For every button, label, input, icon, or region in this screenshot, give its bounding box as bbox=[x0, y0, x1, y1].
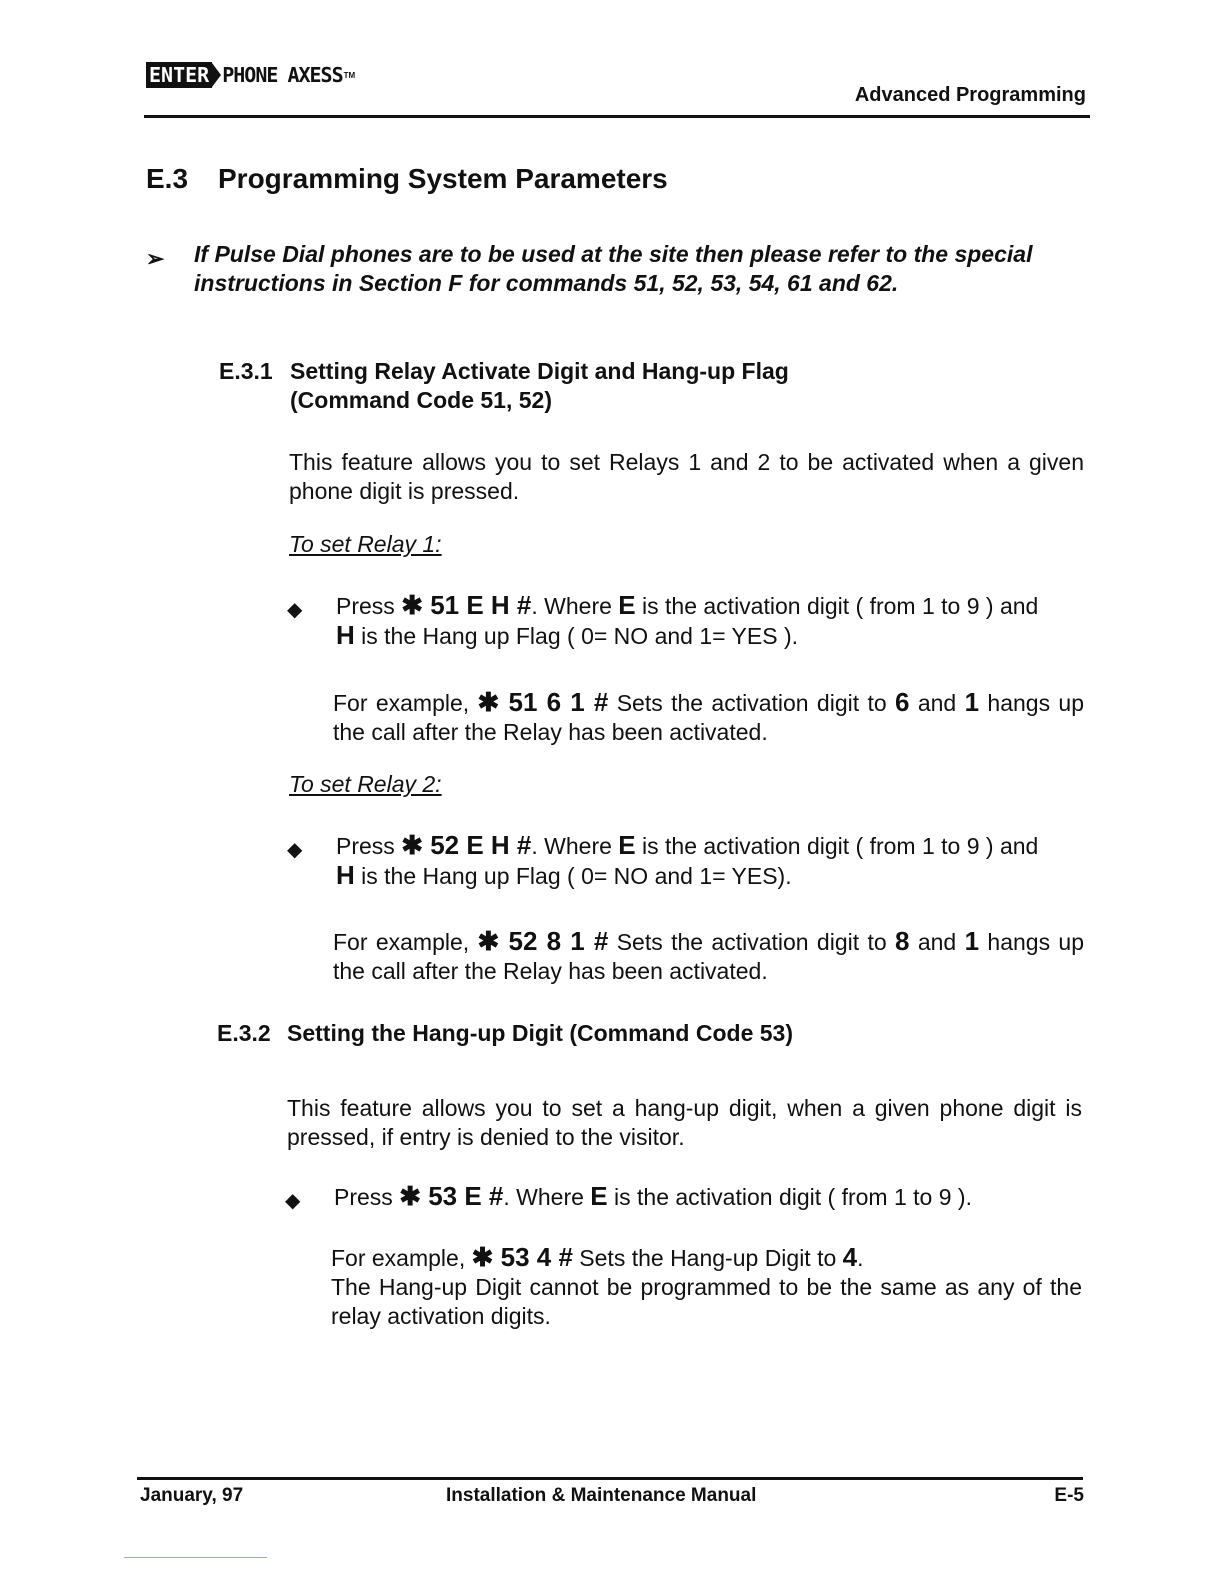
subsection-number: E.3.2 bbox=[217, 1020, 271, 1046]
subsection-title: Setting the Hang-up Digit (Command Code 53) bbox=[287, 1020, 793, 1046]
relay1-instruction bbox=[336, 591, 1084, 651]
example-text: Sets the Hang-up Digit to bbox=[572, 1245, 843, 1271]
hangup-example bbox=[331, 1243, 1082, 1331]
relay1-example bbox=[333, 688, 1084, 747]
e-variable: E bbox=[618, 590, 636, 620]
hangup-example-code: ✱ 53 4 # bbox=[471, 1242, 573, 1272]
subsection-heading-e31 bbox=[219, 357, 919, 415]
example-label: For example, bbox=[333, 929, 478, 955]
relay2-command-code: ✱ 52 E H # bbox=[401, 830, 532, 860]
example-digit: 6 bbox=[895, 687, 910, 717]
subsection-number: E.3.1 bbox=[219, 358, 273, 384]
diamond-bullet-icon: ◆ bbox=[287, 599, 303, 621]
header-section-title: Advanced Programming bbox=[854, 84, 1086, 106]
where-text: . Where bbox=[531, 833, 619, 859]
subsection-title-line1: Setting Relay Activate Digit and Hang-up Flag bbox=[290, 358, 789, 384]
hangup-note: The Hang-up Digit cannot be programmed to be the same as any of the relay activation digits. bbox=[331, 1274, 1082, 1329]
example-and: and bbox=[909, 929, 965, 955]
example-digit: 8 bbox=[895, 926, 910, 956]
e-variable: E bbox=[618, 830, 636, 860]
logo-arrow-icon bbox=[212, 63, 221, 87]
footer-manual-title: Installation & Maintenance Manual bbox=[446, 1485, 757, 1506]
note-text: If Pulse Dial phones are to be used at the site then please refer to the special instructions in Section F for commands 51, 52, 53, 54, 61 and 62. bbox=[194, 241, 1033, 296]
logo-axess-text: AXESS bbox=[287, 63, 343, 87]
example-period: . bbox=[857, 1245, 864, 1271]
logo-trademark: TM bbox=[343, 70, 356, 80]
example-flag: 1 bbox=[964, 687, 980, 717]
hangup-intro-paragraph: This feature allows you to set a hang-up digit, when a given phone digit is pressed, if entry is denied to the visitor. bbox=[287, 1095, 1082, 1150]
press-label: Press bbox=[336, 593, 395, 619]
logo-enter-box: ENTER bbox=[146, 62, 212, 88]
section-title-text: Programming System Parameters bbox=[218, 163, 668, 194]
diamond-bullet-icon: ◆ bbox=[285, 1190, 301, 1212]
logo-phone-text: PHONE bbox=[222, 63, 278, 87]
e-variable: E bbox=[590, 1181, 608, 1211]
footer-rule bbox=[137, 1477, 1083, 1480]
relay-intro-paragraph: This feature allows you to set Relays 1 and 2 to be activated when a given phone digit is pressed. bbox=[289, 449, 1084, 504]
activation-digit-text: is the activation digit ( from 1 to 9 ). bbox=[607, 1184, 972, 1210]
press-label: Press bbox=[336, 833, 395, 859]
relay1-command-code: ✱ 51 E H # bbox=[401, 590, 532, 620]
example-and: and bbox=[909, 690, 965, 716]
subsection-title-line2: (Command Code 51, 52) bbox=[290, 387, 552, 413]
h-variable: H bbox=[336, 620, 355, 650]
relay2-example bbox=[333, 927, 1084, 986]
example-result: hangs up the call after the Relay has been activated. bbox=[333, 929, 1084, 984]
hangup-command-code: ✱ 53 E # bbox=[399, 1181, 504, 1211]
example-label: For example, bbox=[333, 690, 478, 716]
section-title bbox=[146, 163, 668, 195]
example-result: hangs up the call after the Relay has been activated. bbox=[333, 690, 1084, 745]
example-text: Sets the activation digit to bbox=[608, 929, 896, 955]
scan-artifact-line bbox=[124, 1557, 267, 1558]
relay1-example-code: ✱ 51 6 1 # bbox=[477, 687, 609, 717]
relay2-heading: To set Relay 2: bbox=[289, 771, 442, 797]
hangup-instruction bbox=[334, 1182, 1082, 1212]
relay1-heading: To set Relay 1: bbox=[289, 531, 442, 557]
footer-page-number: E-5 bbox=[1054, 1485, 1084, 1506]
h-variable: H bbox=[336, 860, 355, 890]
where-text: . Where bbox=[531, 593, 619, 619]
relay2-example-code: ✱ 52 8 1 # bbox=[477, 926, 609, 956]
footer-date: January, 97 bbox=[140, 1485, 244, 1506]
relay2-instruction bbox=[336, 831, 1084, 891]
header-rule bbox=[144, 115, 1090, 118]
example-digit: 4 bbox=[842, 1242, 858, 1272]
hang-up-flag-text: is the Hang up Flag ( 0= NO and 1= YES). bbox=[354, 863, 792, 889]
example-flag: 1 bbox=[964, 926, 980, 956]
brand-logo bbox=[146, 60, 355, 90]
example-text: Sets the activation digit to bbox=[608, 690, 896, 716]
pulse-dial-note bbox=[146, 240, 1092, 298]
activation-digit-text: is the activation digit ( from 1 to 9 ) and bbox=[635, 593, 1039, 619]
section-number: E.3 bbox=[146, 163, 189, 194]
activation-digit-text: is the activation digit ( from 1 to 9 ) and bbox=[635, 833, 1039, 859]
subsection-heading-e32 bbox=[217, 1019, 917, 1048]
example-label: For example, bbox=[331, 1245, 472, 1271]
diamond-bullet-icon: ◆ bbox=[287, 839, 303, 861]
where-text: . Where bbox=[503, 1184, 591, 1210]
hang-up-flag-text: is the Hang up Flag ( 0= NO and 1= YES ). bbox=[354, 623, 798, 649]
press-label: Press bbox=[334, 1184, 393, 1210]
arrow-bullet-icon: ➢ bbox=[146, 246, 165, 271]
